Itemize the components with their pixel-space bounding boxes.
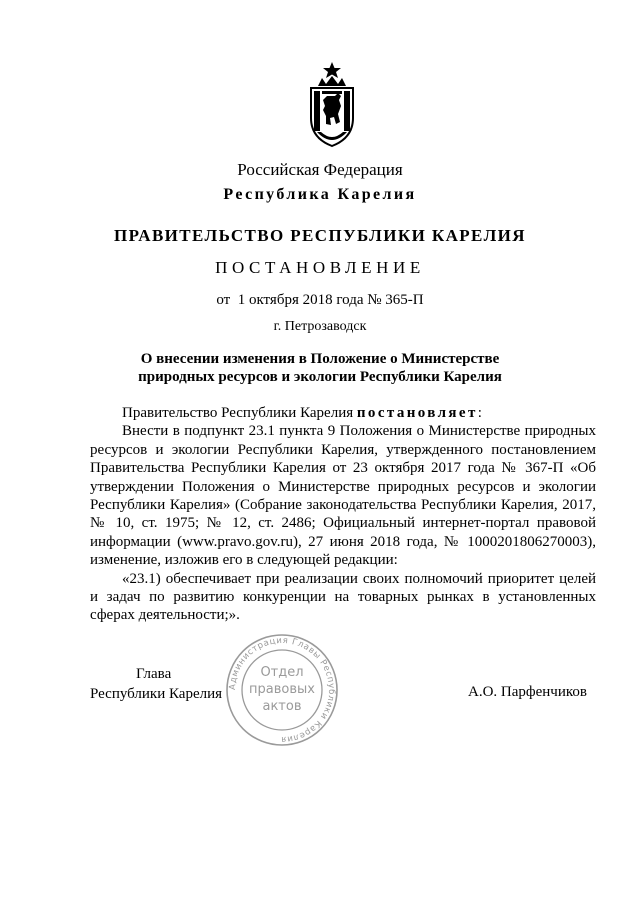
stamp-inner-line: правовых [249,682,315,697]
stamp-ring-text: Администрация Главы Республики Карелия [227,635,337,745]
document-body [90,404,596,625]
document-city: г. Петрозаводск [273,319,367,334]
republic-name: Республика Карелия [223,186,417,203]
country-name: Российская Федерация [237,160,403,179]
government-name: ПРАВИТЕЛЬСТВО РЕСПУБЛИКИ КАРЕЛИЯ [114,226,526,245]
karelia-coat-of-arms-icon [305,62,359,148]
document-title-line: природных ресурсов и экологии Республики Карелия [138,369,502,385]
signatory-title-line: Глава [136,666,172,682]
body-paragraph: «23.1) обеспечивает при реализации своих полномочий приоритет целей и задач по развитию конкуренции на товарных рынках в установленных сферах деятельности;». [90,570,596,624]
signatory-title-line: Республики Карелия [90,686,223,702]
document-type: ПОСТАНОВЛЕНИЕ [215,258,425,277]
document-date-number: от 1 октября 2018 года № 365-П [216,292,424,308]
intro-colon: : [477,405,482,421]
legal-department-stamp [224,632,340,748]
body-paragraph: Внести в подпункт 23.1 пункта 9 Положения о Министерстве природных ресурсов и экологии Республики Карелия, утвержденного постановлением Правительства Республики Карелия от 23 октября 2017 года № 367-П «Об утверждении Положения о Министерстве природных ресурсов и экологии Республики Карелия» (Собрание законодательства Республики Карелия, 2017, № 10, ст. 1975; № 12, ст. 2486; Официальный интернет-портал правовой информации (www.pravo.gov.ru), 27 июня 2018 года, № 1000201806270003), изменение, изложив его в следующей редакции: [90,423,596,569]
intro-keyword: постановляет [356,405,478,421]
document-title-line: О внесении изменения в Положение о Министерстве [140,351,500,367]
intro-paragraph [90,404,596,422]
intro-text: Правительство Республики Карелия [122,405,357,421]
stamp-inner-line: Отдел [260,665,304,680]
signatory-name: А.О. Парфенчиков [468,684,587,700]
document-title [0,350,640,386]
stamp-inner-line: актов [262,699,302,714]
signatory-title [90,664,222,704]
